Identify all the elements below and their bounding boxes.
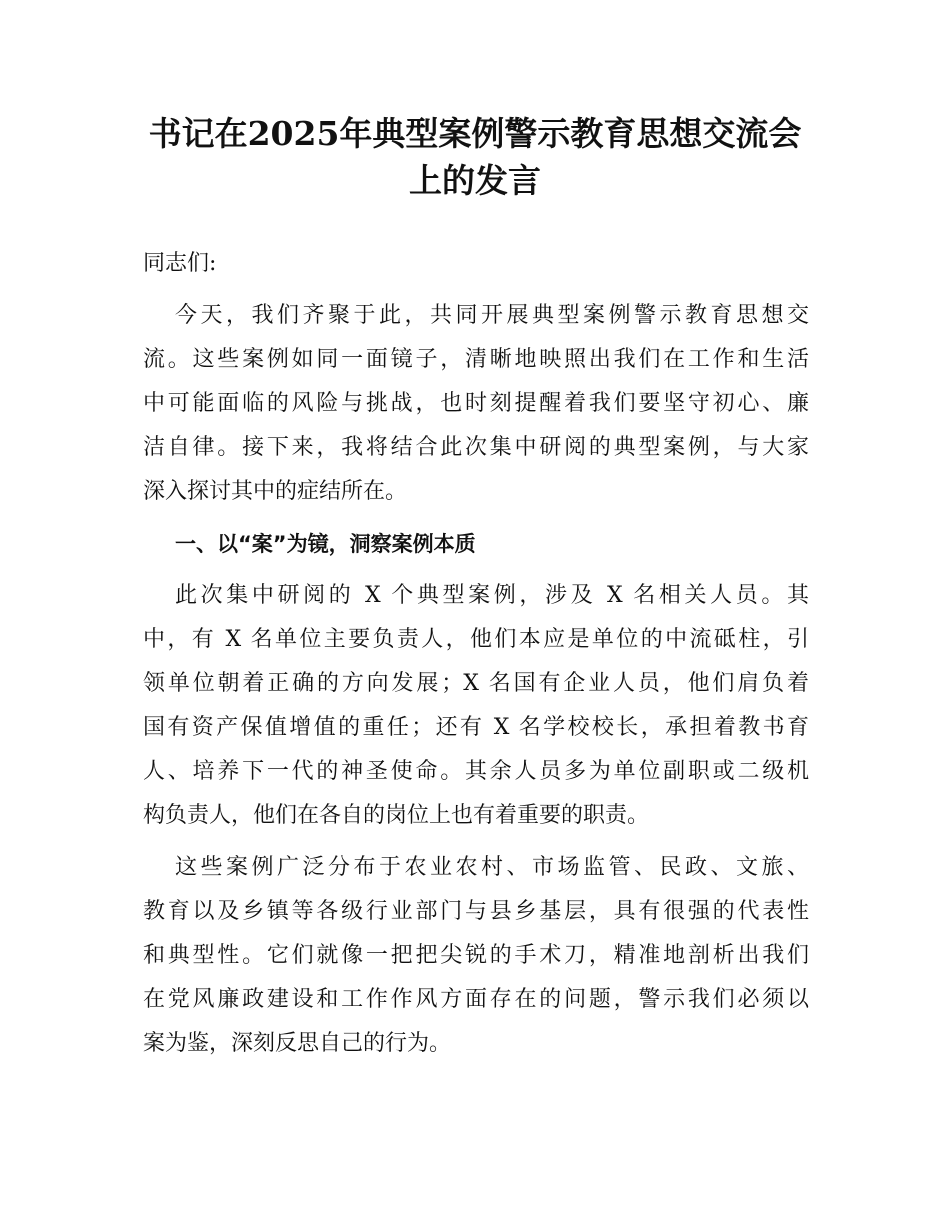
paragraph (143, 846, 809, 1066)
salutation: 同志们: (143, 251, 217, 276)
paragraph-line: 在党风廉政建设和工作作风方面存在的问题，警示我们必须以 (143, 987, 809, 1012)
paragraph (143, 294, 809, 514)
paragraph-line: 深入探讨其中的症结所在。 (143, 479, 408, 504)
paragraph-line: 中，有 X 名单位主要负责人，他们本应是单位的中流砥柱，引 (143, 627, 809, 652)
paragraph-line: 洁自律。接下来，我将结合此次集中研阅的典型案例，与大家 (143, 435, 809, 460)
paragraph-line: 和典型性。它们就像一把把尖锐的手术刀，精准地剖析出我们 (143, 943, 809, 968)
section-heading: 一、以“案”为镜，洞察案例本质 (175, 532, 476, 556)
paragraph-line: 流。这些案例如同一面镜子，清晰地映照出我们在工作和生活 (143, 347, 809, 372)
paragraph-line: 此次集中研阅的 X 个典型案例，涉及 X 名相关人员。其 (175, 583, 809, 608)
title-line: 上的发言 (409, 161, 541, 200)
paragraph-line: 构负责人，他们在各自的岗位上也有着重要的职责。 (143, 803, 650, 828)
paragraph-line: 领单位朝着正确的方向发展；X 名国有企业人员，他们肩负着 (143, 671, 809, 696)
paragraph (143, 574, 809, 838)
title-line: 书记在2025年典型案例警示教育思想交流会 (148, 114, 802, 153)
paragraph-line: 案为鉴，深刻反思自己的行为。 (143, 1031, 452, 1056)
paragraph-line: 这些案例广泛分布于农业农村、市场监管、民政、文旅、 (175, 855, 809, 880)
paragraph-line: 国有资产保值增值的重任；还有 X 名学校校长，承担着教书育 (143, 715, 809, 740)
paragraph-line: 今天，我们齐聚于此，共同开展典型案例警示教育思想交 (175, 303, 809, 328)
paragraph-line: 人、培养下一代的神圣使命。其余人员多为单位副职或二级机 (143, 759, 809, 784)
document-body (143, 242, 809, 1066)
paragraph-line: 教育以及乡镇等各级行业部门与县乡基层，具有很强的代表性 (143, 899, 809, 924)
paragraph-line: 中可能面临的风险与挑战，也时刻提醒着我们要坚守初心、廉 (143, 391, 809, 416)
document-title (100, 110, 850, 204)
